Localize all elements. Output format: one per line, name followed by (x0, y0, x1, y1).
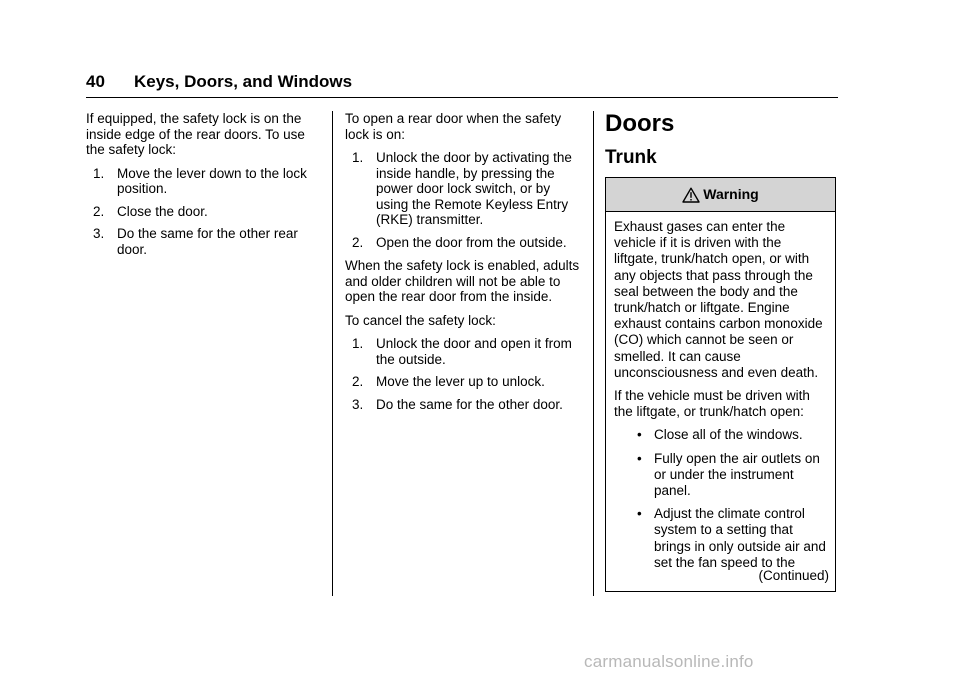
step-text: Close the door. (117, 203, 208, 219)
safety-lock-note: When the safety lock is enabled, adults and older children will not be able to open the rear door from the inside. (345, 258, 580, 304)
step-text: Move the lever down to the lock position. (117, 165, 307, 196)
subsection-heading-trunk: Trunk (605, 147, 657, 168)
open-rear-door-steps (345, 150, 583, 250)
list-item (86, 166, 322, 197)
step-number: 2. (352, 234, 364, 250)
step-number: 3. (93, 226, 105, 241)
column-right (605, 111, 838, 592)
continued-label: (Continued) (758, 567, 829, 583)
column-middle (345, 111, 583, 420)
step-text: Do the same for the other door. (376, 396, 563, 412)
step-number: 1. (352, 336, 364, 351)
warning-paragraph-driven-open: If the vehicle must be driven with the liftgate, or trunk/hatch open: (614, 388, 810, 420)
warning-triangle-icon (682, 187, 700, 203)
column-divider-left (332, 111, 333, 596)
safety-lock-steps (86, 166, 322, 258)
step-text: Unlock the door by activating the inside handle, by pressing the power door lock switch, or by using the Remote Keyless Entry (RKE) transmitter. (376, 150, 572, 227)
list-item (614, 427, 827, 443)
watermark: carmanualsonline.info (584, 652, 754, 671)
page-number: 40 (86, 72, 105, 91)
list-item (345, 374, 583, 390)
warning-paragraph-exhaust: Exhaust gases can enter the vehicle if it is driven with the liftgate, trunk/hatch open, or with any objects that pass through the seal between the body and the trunk/hatch or liftgate. Engine exhaust contains carbon monoxide (CO) which cannot be seen or smelled. It can cause unconsciousness and even death. (614, 219, 823, 380)
bullet-text: Close all of the windows. (654, 427, 803, 443)
column-divider-right (593, 111, 594, 596)
step-number: 2. (93, 203, 105, 219)
bullet-text: Fully open the air outlets on or under the instrument panel. (654, 450, 820, 499)
safety-lock-intro: If equipped, the safety lock is on the inside edge of the rear doors. To use the safety lock: (86, 111, 305, 157)
section-heading-doors: Doors (605, 110, 675, 137)
page-header (86, 71, 838, 98)
step-text: Unlock the door and open it from the outside. (376, 336, 572, 367)
list-item (86, 226, 322, 257)
open-rear-door-intro: To open a rear door when the safety lock is on: (345, 111, 562, 142)
bullet-text: Adjust the climate control system to a setting that brings in only outside air and set the fan speed to the (654, 506, 826, 570)
bullet-dot: • (637, 427, 642, 443)
list-item (614, 506, 827, 571)
step-text: Open the door from the outside. (376, 234, 567, 250)
bullet-dot: • (637, 450, 642, 466)
step-number: 1. (93, 165, 105, 181)
step-text: Move the lever up to unlock. (376, 374, 545, 389)
warning-body (606, 212, 835, 571)
step-text: Do the same for the other rear door. (117, 226, 298, 257)
warning-header (606, 178, 835, 212)
step-number: 1. (352, 150, 364, 165)
list-item (345, 336, 583, 367)
cancel-intro: To cancel the safety lock: (345, 312, 496, 328)
bullet-dot: • (637, 506, 642, 522)
list-item (614, 451, 827, 500)
section-title: Keys, Doors, and Windows (134, 72, 353, 91)
warning-bullets (614, 427, 827, 571)
list-item (345, 397, 583, 413)
cancel-steps (345, 336, 583, 412)
list-item (345, 150, 583, 228)
warning-title: Warning (703, 185, 759, 202)
list-item (345, 235, 583, 251)
step-number: 2. (352, 374, 364, 389)
warning-box (605, 177, 836, 592)
column-left (86, 111, 322, 265)
list-item (86, 204, 322, 220)
step-number: 3. (352, 396, 364, 412)
